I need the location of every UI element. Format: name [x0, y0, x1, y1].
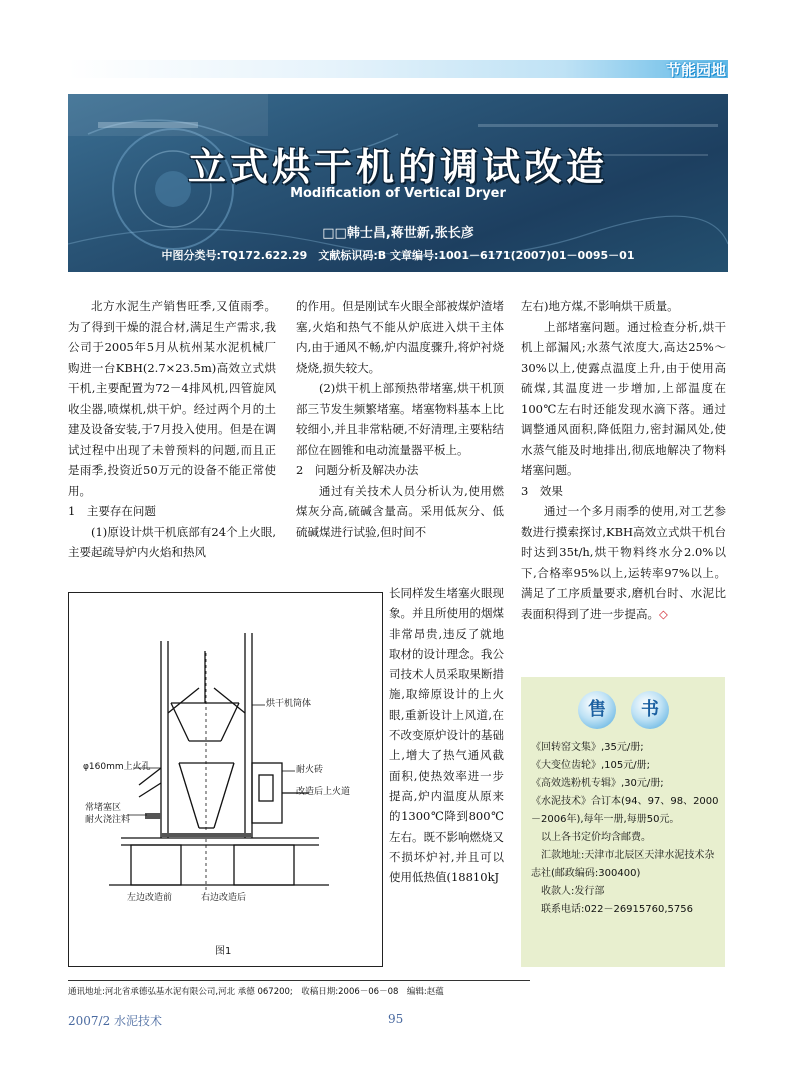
figure-caption: 图1	[215, 946, 232, 957]
list-item: 《回转窑文集》,35元/册;	[531, 742, 644, 753]
list-item: 《大变位齿轮》,105元/册;	[531, 760, 651, 771]
figure-label: 左边改造前	[127, 893, 173, 903]
article-title: 立式烘干机的调试改造	[187, 145, 608, 189]
body-paragraph	[521, 501, 726, 624]
book-sales-sidebar	[521, 677, 725, 967]
body-paragraph: (1)原设计烘干机底部有24个上火眼,主要起疏导炉内火焰和热风	[68, 524, 276, 559]
figure-label: 耐火砖	[296, 765, 324, 775]
conclusion-text: 通过一个多月雨季的使用,对工艺参数进行摸索探讨,KBH高效立式烘干机台时达到35t/h,烘干物料终水分2.0%以下,合格率95%以上,运转率97%以上。满足了工序质量要求,磨机台时、水泥比表面积得到了进一步提高。	[521, 504, 726, 621]
sidebar-badge: 售	[578, 691, 616, 729]
page-number: 95	[388, 1012, 404, 1026]
body-paragraph: 的作用。但是刚试车火眼全部被煤炉渣堵塞,火焰和热气不能从炉底进入烘干主体内,由于通风不畅,炉内温度骤升,将炉衬烧烧烧,损失较大。	[296, 299, 504, 375]
section-heading: 3 效果	[521, 483, 563, 498]
list-item: 联系电话:022－26915760,5756	[541, 904, 693, 915]
figure-label: 烘干机筒体	[266, 699, 312, 709]
sidebar-list	[531, 739, 719, 919]
journal-folio: 2007/2 水泥技术	[68, 1014, 163, 1028]
end-mark-icon: ◇	[659, 606, 668, 621]
body-column-2	[296, 296, 504, 542]
dryer-diagram	[69, 593, 382, 966]
title-banner	[68, 94, 728, 272]
body-paragraph: 上部堵塞问题。通过检查分析,烘干机上部漏风;水蒸气浓度大,高达25%～30%以上,使露点温度上升,由于使用高硫煤,其温度进一步增加,上部温度在100℃左右时还能发现水滴下落。通过调整通风面积,降低阻力,密封漏风处,使水蒸气能及时地排出,彻底地解决了物料堵塞问题。	[521, 319, 726, 477]
body-paragraph: (2)烘干机上部预热带堵塞,烘干机顶部三节发生频繁堵塞。堵塞物料基本上比较细小,并且非常粘硬,不好清理,主要粘结部位在圆锥和电动流量器平板上。	[296, 381, 504, 457]
article-authors: □□韩士昌,蒋世新,张长彦	[322, 226, 474, 241]
list-item: 以上各书定价均含邮费。	[541, 832, 651, 843]
classification-line: 中图分类号:TQ172.622.29 文献标识码:B 文章编号:1001－6171(2007)01－0095－01	[161, 249, 635, 262]
figure-label: 常堵塞区	[85, 803, 122, 813]
sidebar-badge: 书	[631, 691, 669, 729]
body-paragraph: 左右)地方煤,不影响烘干质量。	[521, 299, 679, 313]
list-item: 《高效选粉机专辑》,30元/册;	[531, 778, 664, 789]
body-column-3	[521, 296, 726, 624]
list-item: 《水泥技术》合订本(94、97、98、2000－2006年),每年一册,每册50元。	[531, 796, 719, 825]
list-item: 汇款地址:天津市北辰区天津水泥技术杂志社(邮政编码:300400)	[531, 850, 715, 879]
figure-1	[68, 592, 383, 967]
body-paragraph: 北方水泥生产销售旺季,又值雨季。为了得到干燥的混合材,满足生产需求,我公司于2005年5月从杭州某水泥机械厂购进一台KBH(2.7×23.5m)高效立式烘干机,主要配置为72－4排风机,四管旋风收尘器,喷煤机,烘干炉。经过两个月的土建及设备安装,于7月投入使用。但是在调试过程中出现了未曾预料的问题,而且正是雨季,投资近50万元的设备不能正常使用。	[68, 299, 276, 498]
section-header-bar	[68, 60, 728, 78]
figure-label: 耐火浇注料	[85, 815, 131, 825]
sidebar-header	[521, 691, 725, 731]
section-heading: 2 问题分析及解决办法	[296, 463, 419, 477]
body-column-2-wrap	[389, 583, 504, 887]
footer-note: 通讯地址:河北省承德弘基水泥有限公司,河北 承德 067200; 收稿日期:2006－06－08 编辑:赵蕴	[68, 987, 444, 997]
figure-label: 右边改造后	[201, 893, 247, 903]
list-item: 收款人:发行部	[541, 886, 605, 897]
footer-divider	[68, 980, 530, 981]
section-heading: 1 主要存在问题	[68, 504, 156, 518]
section-tag: 节能园地	[665, 61, 726, 79]
body-column-1	[68, 296, 276, 563]
figure-label: 改造后上火道	[296, 787, 351, 797]
figure-label: φ160mm上火孔	[83, 762, 151, 772]
body-paragraph: 长同样发生堵塞火眼现象。并且所使用的烟煤非常昂贵,违反了就地取材的设计理念。我公司技术人员采取果断措施,取缔原设计的上火眼,重新设计上风道,在不改变原炉设计的基础上,增大了热气通风截面积,使热效率进一步提高,炉内温度从原来的1300℃降到800℃左右。既不影响燃烧又不损坏炉衬,并且可以使用低热值(18810kJ	[389, 586, 504, 885]
article-title-english: Modification of Vertical Dryer	[290, 186, 506, 201]
body-paragraph: 通过有关技术人员分析认为,使用燃煤灰分高,硫碱含量高。采用低灰分、低硫碱煤进行试验,但时间不	[296, 483, 504, 539]
